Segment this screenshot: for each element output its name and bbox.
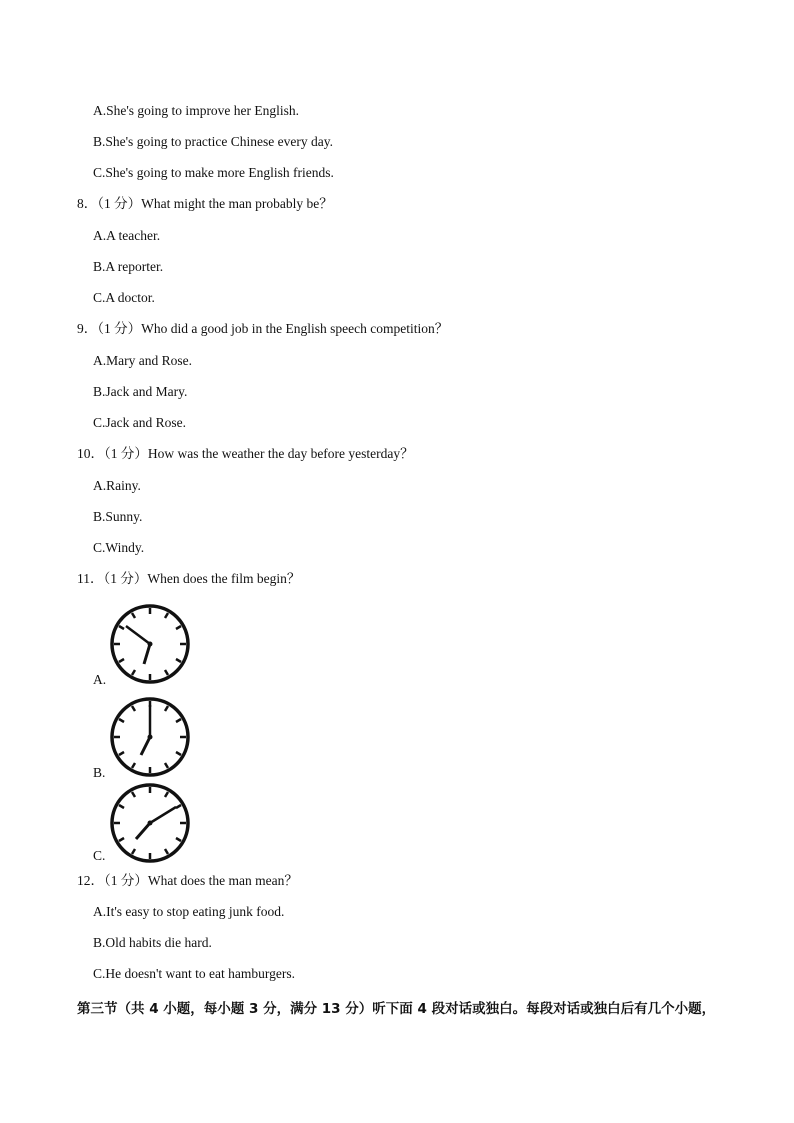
q10-stem: 10．（1 分）How was the weather the day before yesterday？ [77,446,414,461]
clock-a-icon [108,602,192,686]
q9-option-a: A.Mary and Rose. [93,353,192,368]
q8-stem: 8．（1 分）What might the man probably be？ [77,196,333,211]
q12-option-a: A.It's easy to stop eating junk food. [93,904,285,919]
q11-stem: 11．（1 分）When does the film begin？ [77,571,301,586]
q11-option-c-label: C. [93,848,106,863]
clock-b-image [108,695,192,779]
q11-option-b-label: B. [93,765,106,780]
q7-option-a: A.She's going to improve her English. [93,103,300,118]
q9-option-b: B.Jack and Mary. [93,384,188,399]
q7-option-b: B.She's going to practice Chinese every day. [93,134,333,149]
q7-option-c: C.She's going to make more English friends. [93,165,334,180]
q10-option-c: C.Windy. [93,540,145,555]
q10-option-a: A.Rainy. [93,478,141,493]
q9-option-c: C.Jack and Rose. [93,415,186,430]
clock-c-image [108,781,192,865]
q9-stem: 9．（1 分）Who did a good job in the English speech competition？ [77,321,449,336]
clock-a-image [108,602,192,686]
clock-c-icon [108,781,192,865]
section-3-heading: 第三节（共 4 小题，每小题 3 分，满分 13 分）听下面 4 段对话或独白。每段对话或独白后有几个小题， [77,1001,716,1017]
q8-option-c: C.A doctor. [93,290,155,305]
q8-option-a: A.A teacher. [93,228,161,243]
q12-option-b: B.Old habits die hard. [93,935,212,950]
q8-option-b: B.A reporter. [93,259,164,274]
q12-option-c: C.He doesn't want to eat hamburgers. [93,966,296,981]
q12-stem: 12．（1 分）What does the man mean？ [77,873,298,888]
q10-option-b: B.Sunny. [93,509,143,524]
q11-option-a-label: A. [93,672,107,687]
clock-b-icon [108,695,192,779]
